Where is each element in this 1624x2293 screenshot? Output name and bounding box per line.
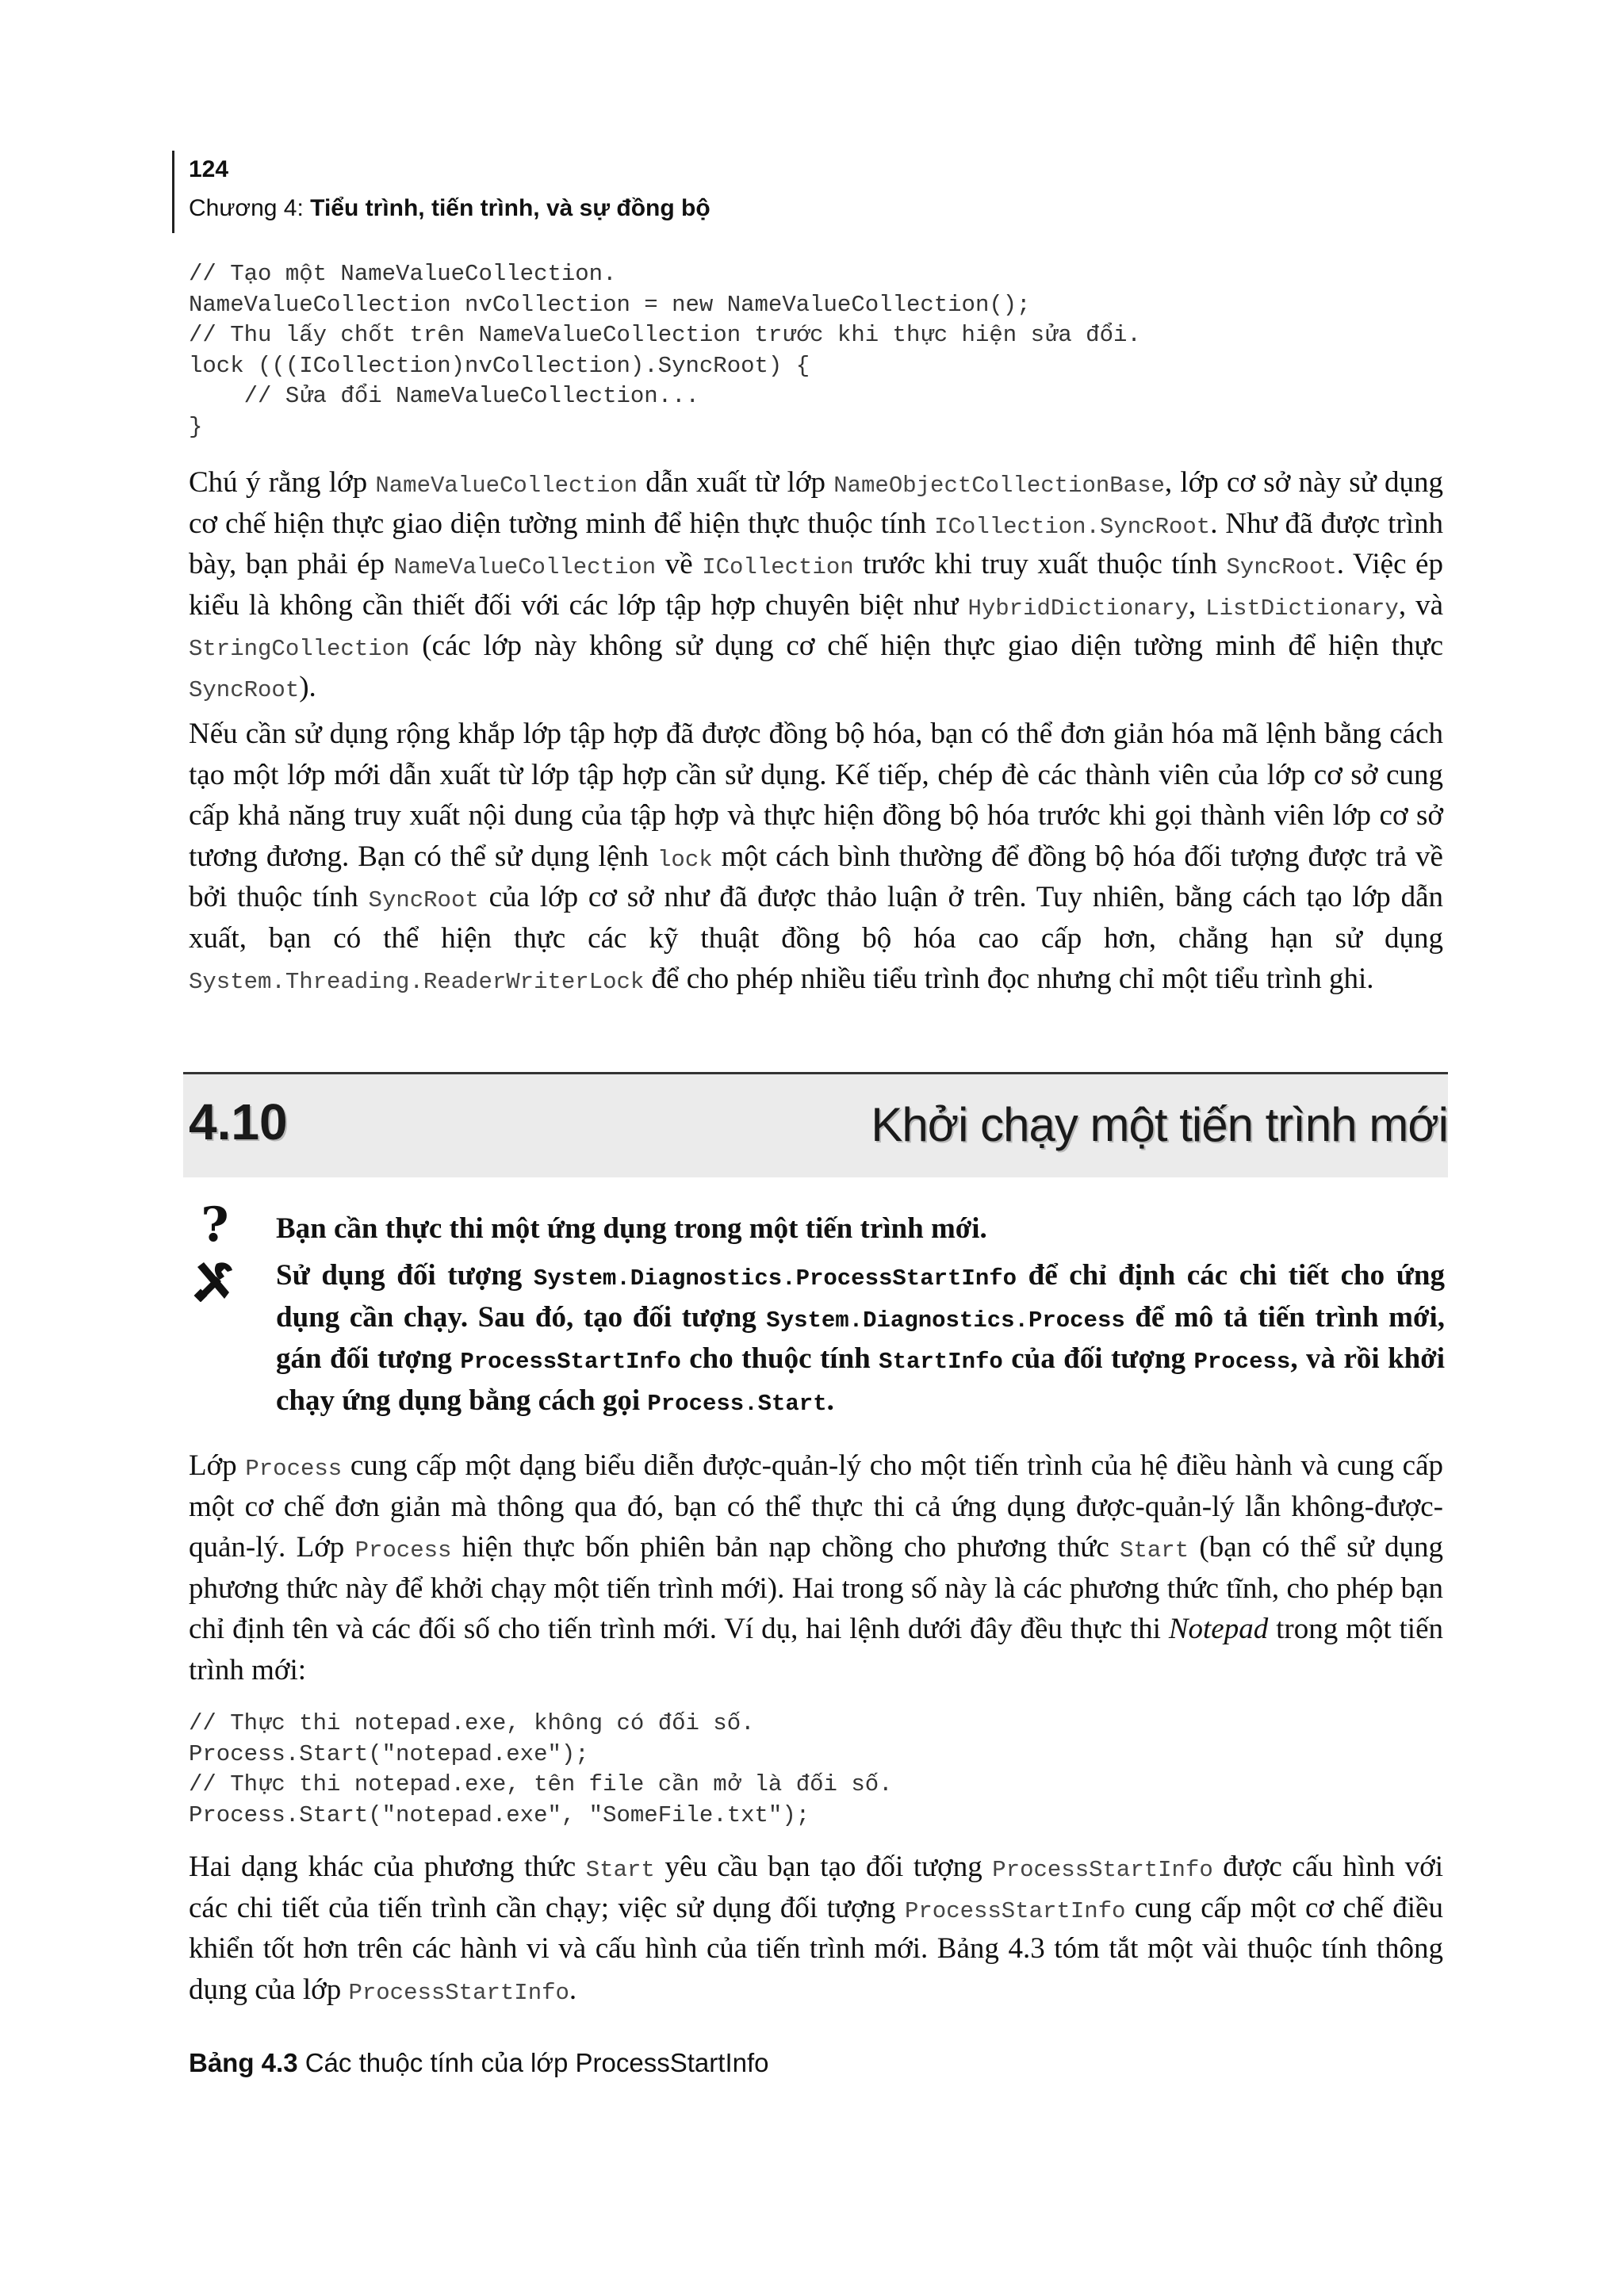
problem-statement: Bạn cần thực thi một ứng dụng trong một tiến trình mới. [276,1212,987,1245]
paragraph-namevaluecollection: Chú ý rằng lớp NameValueCollection dẫn xuất từ lớp NameObjectCollectionBase, lớp cơ sở này sử dụng cơ chế hiện thực giao diện tường minh để hiện thực thuộc tính ICollection.SyncRoot. Như đã được trình bày, bạn phải ép NameValueCollection về ICollection trước khi truy xuất thuộc tính SyncRoot. Việc ép kiểu là không cần thiết đối với các lớp tập hợp chuyên biệt như HybridDictionary, ListDictionary, và StringCollection (các lớp này không sử dụng cơ chế hiện thực giao diện tường minh để hiện thực SyncRoot). [189,466,1444,703]
section-title: Khởi chạy một tiến trình mới [871,1098,1448,1151]
code-block-lock-example: // Tạo một NameValueCollection. NameValueCollection nvCollection = new NameValueCollection(); // Thu lấy chốt trên NameValueCollection trước khi thực hiện sửa đổi. lock (((ICollection)nvCollection).SyncRoot) { // Sửa đổi NameValueCollection... } [189,261,1141,440]
tools-icon [193,1259,236,1302]
table-caption-label: Bảng 4.3 [189,2048,298,2077]
code-block-process-start: // Thực thi notepad.exe, không có đối số. Process.Start("notepad.exe"); // Thực thi notepad.exe, tên file cần mở là đối số. Process.Start("notepad.exe", "SomeFile.txt"); [189,1710,893,1828]
table-caption-text: Các thuộc tính của lớp ProcessStartInfo [297,2048,769,2077]
paragraph-process-class: Lớp Process cung cấp một dạng biểu diễn được-quản-lý cho một tiến trình của hệ điều hành và cung cấp một cơ chế đơn giản mà thông qua đó, bạn có thể thực thi cả ứng dụng được-quản-lý lẫn không-được-quản-lý. Lớp Process hiện thực bốn phiên bản nạp chồng cho phương thức Start (bạn có thể sử dụng phương thức này để khởi chạy một tiến trình mới). Hai trong số này là các phương thức tĩnh, cho phép bạn chỉ định tên và các đối số cho tiến trình mới. Ví dụ, hai lệnh dưới đây đều thực thi Notepad trong một tiến trình mới: [189,1449,1443,1686]
chapter-heading [189,195,710,222]
chapter-title: Tiểu trình, tiến trình, và sự đồng bộ [310,195,710,221]
paragraph-synchronized-collection: Nếu cần sử dụng rộng khắp lớp tập hợp đã được đồng bộ hóa, bạn có thể đơn giản hóa mã lệnh bằng cách tạo một lớp mới dẫn xuất từ lớp tập hợp cần sử dụng. Kế tiếp, chép đè các thành viên của lớp cơ sở cung cấp khả năng truy xuất nội dung của tập hợp và thực hiện đồng bộ hóa trước khi gọi thành viên lớp cơ sở tương đương. Bạn có thể sử dụng lệnh lock một cách bình thường để đồng bộ hóa đối tượng được trả về bởi thuộc tính SyncRoot của lớp cơ sở như đã được thảo luận ở trên. Tuy nhiên, bằng cách tạo lớp dẫn xuất, bạn có thể hiện thực các kỹ thuật đồng bộ hóa cao cấp hơn, chẳng hạn sử dụng System.Threading.ReaderWriterLock để cho phép nhiều tiểu trình đọc nhưng chỉ một tiểu trình ghi. [189,718,1444,995]
header-rule [172,151,174,233]
chapter-prefix: Chương 4: [189,195,311,221]
table-caption [189,2048,768,2078]
paragraph-processstartinfo: Hai dạng khác của phương thức Start yêu cầu bạn tạo đối tượng ProcessStartInfo được cấu hình với các chi tiết của tiến trình cần chạy; việc sử dụng đối tượng ProcessStartInfo cung cấp một cơ chế điều khiển tốt hơn trên các hành vi và cấu hình của tiến trình mới. Bảng 4.3 tóm tắt một vài thuộc tính thông dụng của lớp ProcessStartInfo. [189,1851,1444,2006]
question-mark-icon: ? [201,1197,229,1253]
solution-statement: Sử dụng đối tượng System.Diagnostics.ProcessStartInfo để chỉ định các chi tiết cho ứng dụng cần chạy. Sau đó, tạo đối tượng System.Diagnostics.Process để mô tả tiến trình mới, gán đối tượng ProcessStartInfo cho thuộc tính StartInfo của đối tượng Process, và rồi khởi chạy ứng dụng bằng cách gọi Process.Start. [276,1259,1446,1417]
page-number: 124 [189,156,229,182]
section-number: 4.10 [189,1093,288,1150]
